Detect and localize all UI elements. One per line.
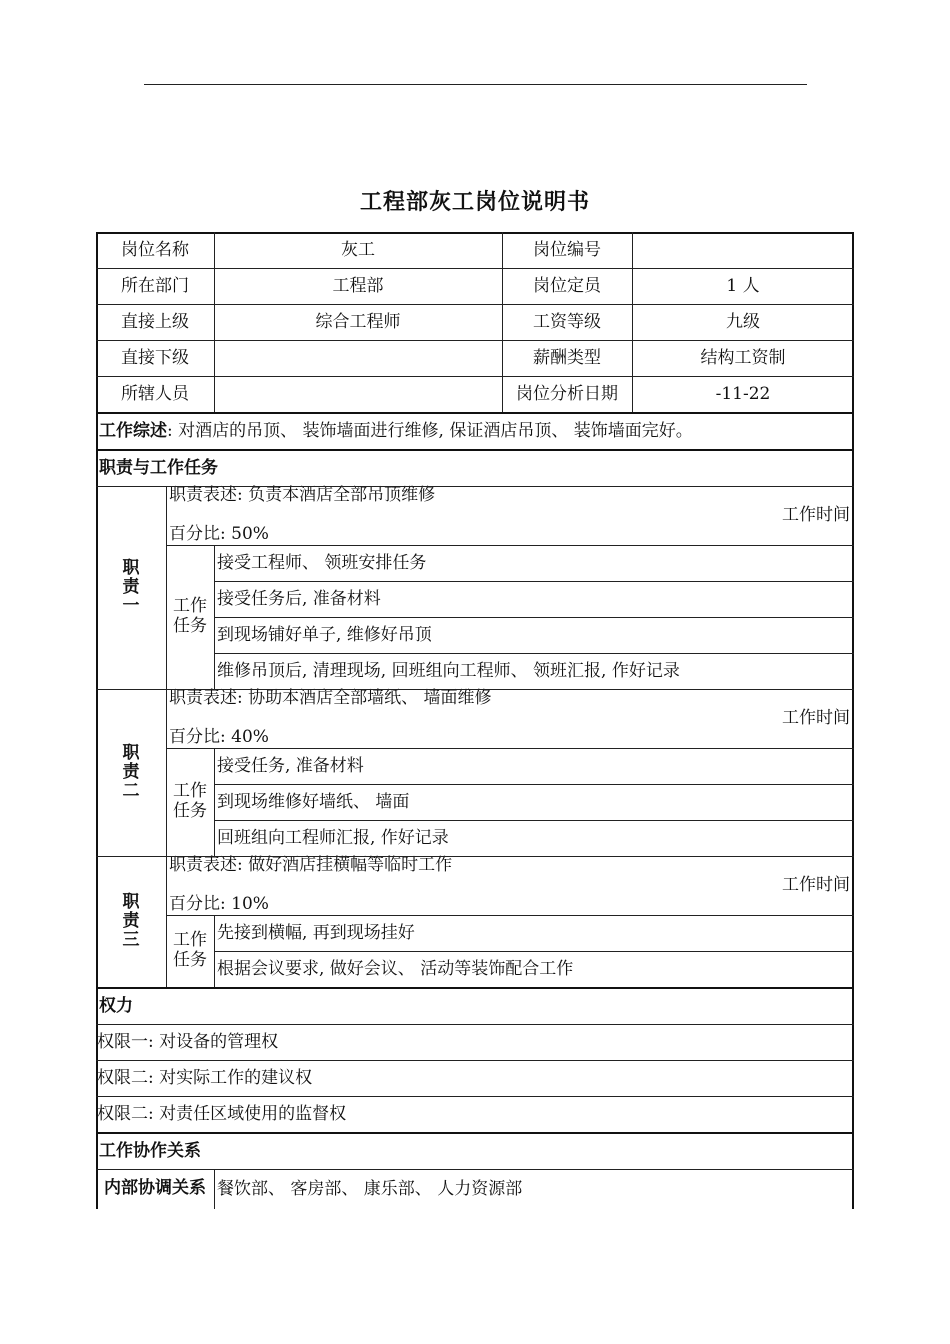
work-summary-text: : 对酒店的吊顶、 装饰墙面进行维修, 保证酒店吊顶、 装饰墙面完好。 xyxy=(167,421,693,442)
duty-1-time-label: 工作时间 xyxy=(782,505,850,525)
duty-2-desc: 职责表述: 协助本酒店全部墙纸、 墙面维修 xyxy=(169,688,492,708)
rule xyxy=(166,915,854,916)
label-staff: 所辖人员 xyxy=(121,383,189,404)
duty-2-task-3: 回班组向工程师汇报, 作好记录 xyxy=(217,827,449,848)
value-department: 工程部 xyxy=(332,275,384,296)
rule xyxy=(214,232,215,412)
duty-2-task-label: 工作任务 xyxy=(173,781,207,821)
duty-3-task-label: 工作任务 xyxy=(173,930,207,970)
duty-1-desc: 职责表述: 负责本酒店全部吊顶维修 xyxy=(169,485,436,505)
job-description-table xyxy=(96,232,854,1209)
duty-3-name-cell xyxy=(96,856,166,987)
label-pay-type: 薪酬类型 xyxy=(533,347,601,368)
relations-header: 工作协作关系 xyxy=(99,1140,201,1161)
duty-3-task-2: 根据会议要求, 做好会议、 活动等装饰配合工作 xyxy=(217,958,574,979)
duty-1-task-label: 工作任务 xyxy=(173,596,207,636)
rule xyxy=(96,449,854,451)
rule xyxy=(632,232,633,412)
border-left xyxy=(96,232,98,1209)
rule xyxy=(214,748,215,856)
duty-1-task-label-cell xyxy=(166,545,214,689)
rule xyxy=(502,232,503,412)
internal-relations-value: 餐饮部、 客房部、 康乐部、 人力资源部 xyxy=(217,1178,523,1199)
duty-1-task-1: 接受工程师、 领班安排任务 xyxy=(217,552,427,573)
page-title: 工程部灰工岗位说明书 xyxy=(359,190,590,215)
value-salary-grade: 九级 xyxy=(726,311,760,332)
duty-2-name: 职责二 xyxy=(122,743,140,801)
value-pay-type: 结构工资制 xyxy=(700,347,786,368)
border-right xyxy=(852,232,854,1209)
duty-1-name: 职责一 xyxy=(122,558,140,616)
label-analysis-date: 岗位分析日期 xyxy=(516,383,618,404)
duty-1-name-cell xyxy=(96,486,166,689)
work-summary xyxy=(96,413,854,450)
rule xyxy=(96,1096,854,1097)
duty-3-task-1: 先接到横幅, 再到现场挂好 xyxy=(217,922,415,943)
internal-relations-label-cell xyxy=(100,1169,210,1209)
rule xyxy=(96,340,854,341)
label-supervisor: 直接上级 xyxy=(121,311,189,332)
duty-3-name: 职责三 xyxy=(122,892,140,950)
rule xyxy=(166,486,167,987)
value-supervisor: 综合工程师 xyxy=(315,311,401,332)
rule xyxy=(96,856,854,857)
rule xyxy=(214,820,854,821)
duty-1-task-3: 到现场铺好单子, 维修好吊顶 xyxy=(217,624,432,645)
border-top xyxy=(96,232,854,234)
label-department: 所在部门 xyxy=(121,275,189,296)
value-headcount: 1 人 xyxy=(726,275,760,296)
internal-relations-label: 内部协调关系 xyxy=(104,1178,206,1199)
duty-3-percent: 百分比: 10% xyxy=(169,894,269,914)
rule xyxy=(96,689,854,690)
power-header: 权力 xyxy=(99,995,133,1016)
power-item-1: 权限一: 对设备的管理权 xyxy=(97,1031,279,1052)
rule xyxy=(96,987,854,989)
duty-2-task-2: 到现场维修好墙纸、 墙面 xyxy=(217,791,410,812)
value-subordinate xyxy=(214,340,502,376)
label-subordinate: 直接下级 xyxy=(121,347,189,368)
duty-2-time-label: 工作时间 xyxy=(782,708,850,728)
power-item-3: 权限二: 对责任区域使用的监督权 xyxy=(97,1103,347,1124)
label-position-name: 岗位名称 xyxy=(121,239,189,260)
rule xyxy=(214,581,854,582)
duty-1-percent: 百分比: 50% xyxy=(169,524,269,544)
rule xyxy=(214,617,854,618)
duty-3-time-label: 工作时间 xyxy=(782,875,850,895)
duty-2-task-label-cell xyxy=(166,748,214,856)
rule xyxy=(96,1024,854,1025)
duty-3-task-label-cell xyxy=(166,915,214,987)
rule xyxy=(166,545,854,546)
label-salary-grade: 工资等级 xyxy=(533,311,601,332)
duty-2-name-cell xyxy=(96,689,166,856)
rule xyxy=(214,1169,215,1209)
value-analysis-date: -11-22 xyxy=(715,383,771,404)
duty-1-task-2: 接受任务后, 准备材料 xyxy=(217,588,381,609)
duty-2-task-1: 接受任务, 准备材料 xyxy=(217,755,364,776)
duty-2-percent: 百分比: 40% xyxy=(169,727,269,747)
work-summary-label: 工作综述 xyxy=(99,421,167,442)
rule xyxy=(96,268,854,269)
duty-1-task-4: 维修吊顶后, 清理现场, 回班组向工程师、 领班汇报, 作好记录 xyxy=(217,660,680,681)
label-position-code: 岗位编号 xyxy=(533,239,601,260)
rule xyxy=(96,1132,854,1134)
label-headcount: 岗位定员 xyxy=(533,275,601,296)
rule xyxy=(96,376,854,377)
rule xyxy=(96,1169,854,1170)
rule xyxy=(96,412,854,414)
rule xyxy=(214,951,854,952)
rule xyxy=(96,486,854,487)
rule xyxy=(96,1060,854,1061)
duty-3-desc: 职责表述: 做好酒店挂横幅等临时工作 xyxy=(169,855,453,875)
rule xyxy=(214,653,854,654)
value-staff xyxy=(214,376,502,412)
rule xyxy=(214,784,854,785)
rule xyxy=(166,748,854,749)
rule xyxy=(96,304,854,305)
duties-header: 职责与工作任务 xyxy=(99,457,218,478)
value-position-code xyxy=(632,232,854,268)
header-rule xyxy=(144,84,807,85)
power-item-2: 权限二: 对实际工作的建议权 xyxy=(97,1067,313,1088)
value-position-name: 灰工 xyxy=(341,239,375,260)
